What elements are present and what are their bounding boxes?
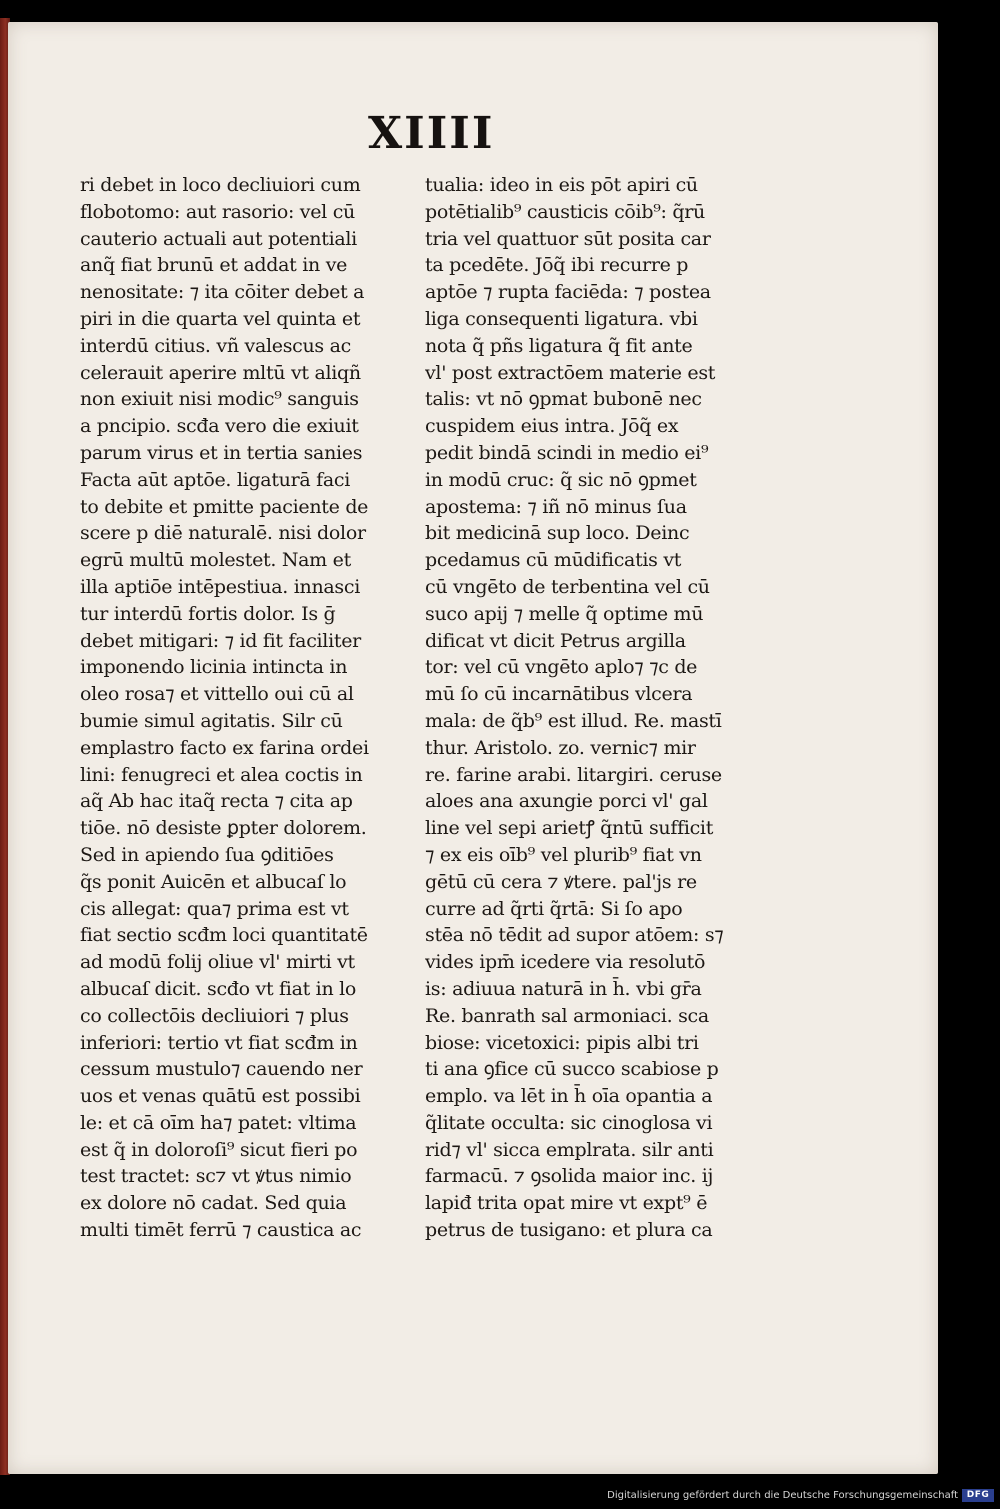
text-line: emplastro facto ex farina ordei: [80, 736, 369, 759]
text-line: q̃s ponit Auicēn et albucaſ lo: [80, 870, 347, 893]
text-line: petrus de tusigano: et plura ca: [425, 1219, 713, 1242]
text-line: test tractet: sc⁊ vt ꝟtus nimio: [80, 1165, 352, 1188]
text-line: cauterio actuali aut potentiali: [80, 227, 357, 250]
text-line: cū vngēto de terbentina vel cū: [425, 575, 710, 598]
text-line: scere p diē naturalē. nisi dolor: [80, 522, 366, 545]
text-column-left: [80, 172, 410, 1244]
text-line: egrū multū molestet. Nam et: [80, 549, 351, 572]
text-line: pedit bindā scindi in medio ei⁹: [425, 441, 709, 464]
text-line: nenositate: ⁊ ita cōiter debet a: [80, 281, 365, 304]
text-line: celerauit aperire mltū vt aliqñ: [80, 361, 361, 384]
text-line: suco apij ⁊ melle q̃ optime mū: [425, 602, 704, 625]
text-line: thur. Aristolo. zo. vernic⁊ mir: [425, 736, 696, 759]
text-line: tria vel quattuor sūt posita car: [425, 227, 711, 250]
text-line: co collectōis decliuiori ⁊ plus: [80, 1004, 349, 1027]
text-line: lapiđ trita opat mire vt expt⁹ ē: [425, 1192, 708, 1215]
text-line: fiat sectio scđm loci quantitatē: [80, 924, 368, 947]
folio-number: XIIII: [368, 108, 495, 159]
text-line: a pncipio. scđa vero die exiuit: [80, 415, 359, 438]
text-line: emplo. va lēt in h̄ oīa opantia a: [425, 1085, 713, 1108]
text-line: ad modū folij oliue vl' mirti vt: [80, 951, 355, 974]
text-line: apostema: ⁊ iñ nō minus ſua: [425, 495, 687, 518]
text-line: farmacū. ⁊ ꝯsolida maior inc. ij: [425, 1165, 714, 1188]
text-line: stēa nō tēdit ad supor atōem: s⁊: [425, 924, 724, 947]
text-line: line vel sepi arietꝭ q̃ntū sufficit: [425, 817, 714, 840]
text-line: le: et cā oīm ha⁊ patet: vltima: [80, 1111, 357, 1134]
text-line: potētialib⁹ causticis cōib⁹: q̃rū: [425, 200, 705, 223]
text-line: in modū cruc: q̃ sic nō ꝯpmet: [425, 468, 697, 491]
text-line: cuspidem eius intra. Jōq̃ ex: [425, 415, 679, 438]
footer-bar: [0, 1486, 1000, 1509]
text-line: liga consequenti ligatura. vbi: [425, 307, 698, 330]
text-line: tor: vel cū vngēto aplo⁊ ⁊c de: [425, 656, 698, 679]
text-line: tur interdū fortis dolor. Is ḡ: [80, 602, 336, 625]
text-line: aloes ana axungie porci vl' gal: [425, 790, 708, 813]
text-line: interdū citius. vñ valescus ac: [80, 334, 351, 357]
text-line: nota q̃ pñs ligatura q̃ fit ante: [425, 334, 693, 357]
text-line: non exiuit nisi modic⁹ sanguis: [80, 388, 359, 411]
text-line: parum virus et in tertia sanies: [80, 441, 363, 464]
text-line: ta pcedēte. Jōq̃ ibi recurre p: [425, 254, 689, 277]
text-line: est q̃ in doloroſi⁹ sicut fieri po: [80, 1138, 358, 1161]
text-line: mala: de q̃b⁹ est illud. Re. mastī: [425, 709, 722, 732]
text-line: Facta aūt aptōe. ligaturā faci: [80, 468, 351, 491]
text-line: illa aptiōe intēpestiua. innasci: [80, 575, 360, 598]
text-line: piri in die quarta vel quinta et: [80, 307, 361, 330]
text-line: talis: vt nō ꝯpmat bubonē nec: [425, 388, 702, 411]
text-line: vides ipm̄ icedere via resolutō: [425, 951, 706, 974]
text-line: re. farine arabi. litargiri. ceruse: [425, 763, 722, 786]
text-line: is: adiuua naturā in h̄. vbi gr̄a: [425, 977, 702, 1000]
text-line: aq̃ Ab hac itaq̃ recta ⁊ cita ap: [80, 790, 353, 813]
text-line: anq̃ fiat brunū et addat in ve: [80, 254, 348, 277]
text-line: cis allegat: qua⁊ prima est vt: [80, 897, 349, 920]
text-line: ex dolore nō cadat. Sed quia: [80, 1192, 347, 1215]
text-line: ti ana ꝯfice cū succo scabiose p: [425, 1058, 719, 1081]
text-line: mū ſo cū incarnātibus vlcera: [425, 683, 693, 706]
text-line: imponendo licinia intincta in: [80, 656, 348, 679]
text-line: albucaſ dicit. scđo vt fiat in lo: [80, 977, 357, 1000]
text-line: rid⁊ vl' sicca emplrata. silr anti: [425, 1138, 714, 1161]
text-line: bumie simul agitatis. Silr cū: [80, 709, 343, 732]
text-line: biose: vicetoxici: pipis albi tri: [425, 1031, 699, 1054]
text-line: multi timēt ferrū ⁊ caustica ac: [80, 1219, 362, 1242]
text-line: debet mitigari: ⁊ id fit faciliter: [80, 629, 361, 652]
text-line: to debite et pmitte paciente de: [80, 495, 369, 518]
text-line: ⁊ ex eis oīb⁹ vel plurib⁹ fiat vn: [425, 843, 702, 866]
text-line: curre ad q̃rti q̃rtā: Si ſo apo: [425, 897, 683, 920]
text-column-right: [425, 172, 755, 1244]
text-line: pcedamus cū mūdificatis vt: [425, 549, 682, 572]
text-line: gētū cū cera ⁊ ꝟtere. pal'js re: [425, 870, 697, 893]
text-line: lini: fenugreci et alea coctis in: [80, 763, 363, 786]
text-line: Sed in apiendo ſua ꝯditiōes: [80, 843, 334, 866]
text-line: aptōe ⁊ rupta faciēda: ⁊ postea: [425, 281, 711, 304]
text-line: tiōe. nō desiste ꝑpter dolorem.: [80, 817, 367, 840]
funding-credit: Digitalisierung gefördert durch die Deutsche Forschungsgemeinschaft: [607, 1490, 958, 1501]
text-line: uos et venas quātū est possibi: [80, 1085, 361, 1108]
text-line: q̃litate occulta: sic cinoglosa vi: [425, 1111, 713, 1134]
text-line: flobotomo: aut rasorio: vel cū: [80, 200, 355, 223]
text-line: tualia: ideo in eis pōt apiri cū: [425, 174, 698, 196]
text-line: vl' post extractōem materie est: [425, 361, 716, 384]
dfg-logo: DFG: [962, 1489, 994, 1502]
text-line: ri debet in loco decliuiori cum: [80, 174, 361, 196]
text-line: cessum mustulo⁊ cauendo ner: [80, 1058, 363, 1081]
text-line: Re. banrath sal armoniaci. sca: [425, 1004, 709, 1027]
text-line: dificat vt dicit Petrus argilla: [425, 629, 686, 652]
text-line: bit medicinā sup loco. Deinc: [425, 522, 690, 545]
text-line: oleo rosa⁊ et vittello oui cū al: [80, 683, 354, 706]
text-line: inferiori: tertio vt fiat scđm in: [80, 1031, 358, 1054]
